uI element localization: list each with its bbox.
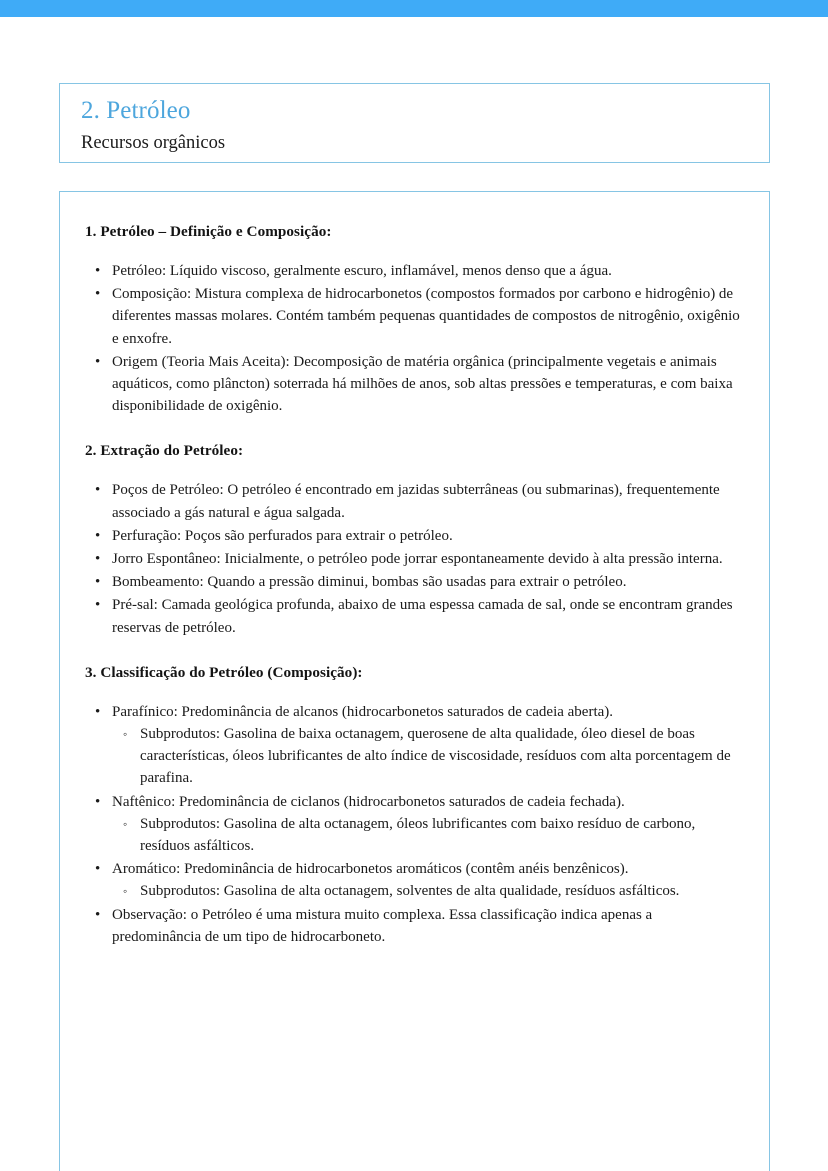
hollow-bullet-icon: ◦ [123,727,128,742]
bullet-dot-icon: • [95,906,101,923]
sub-list-item [112,813,743,857]
list-item-text: Parafínico: Predominância de alcanos (hidrocarbonetos saturados de cadeia aberta). [112,703,614,720]
top-accent-banner [0,0,828,17]
list-item [85,479,743,523]
list-item-text: Perfuração: Poços são perfurados para extrair o petróleo. [112,527,453,544]
list-item [85,594,743,638]
list-item-text: Composição: Mistura complexa de hidrocarbonetos (compostos formados por carbono e hidrogênio) de diferentes massas molares. Contém também pequenas quantidades de compostos de nitrogênio, oxigênio e enxofre. [112,286,740,347]
list-item [85,858,743,902]
document-page [0,17,828,1171]
bullet-list [85,479,743,638]
section-heading: 3. Classificação do Petróleo (Composição): [85,663,363,681]
bullet-dot-icon: • [95,353,101,370]
list-item [85,904,743,948]
list-item-text: Bombeamento: Quando a pressão diminui, bombas são usadas para extrair o petróleo. [112,574,627,591]
list-item [85,791,743,858]
hollow-bullet-icon: ◦ [123,884,128,899]
list-item-text: Origem (Teoria Mais Aceita): Decomposição de matéria orgânica (principalmente vegetais e animais aquáticos, como plâncton) soterrada há milhões de anos, sob altas pressões e temperaturas, e com baixa disponibilidade de oxigênio. [112,353,733,415]
list-item-text: Aromático: Predominância de hidrocarbonetos aromáticos (contêm anéis benzênicos). [112,861,629,878]
bullet-dot-icon: • [95,861,101,878]
bullet-list [85,260,743,417]
bullet-dot-icon: • [95,482,101,499]
bullet-dot-icon: • [95,551,101,568]
bullet-dot-icon: • [95,793,101,810]
content-card [59,191,770,1171]
sub-list-item-text: Subprodutos: Gasolina de alta octanagem, solventes de alta qualidade, resíduos asfálticos. [140,883,680,900]
list-item-text: Observação: o Petróleo é uma mistura muito complexa. Essa classificação indica apenas a predominância de um tipo de hidrocarboneto. [112,906,653,945]
list-item [85,548,743,570]
page-subtitle: Recursos orgânicos [81,133,226,153]
section-heading: 1. Petróleo – Definição e Composição: [85,223,332,240]
list-item [85,571,743,593]
content-section [85,222,743,417]
bullet-dot-icon: • [95,597,101,614]
bullet-dot-icon: • [95,286,101,303]
sub-list-item [112,880,743,902]
list-item-text: Jorro Espontâneo: Inicialmente, o petróleo pode jorrar espontaneamente devido à alta pressão interna. [112,551,723,568]
bullet-dot-icon: • [95,263,101,279]
sub-list-item-text: Subprodutos: Gasolina de alta octanagem, óleos lubrificantes com baixo resíduo de carbono, resíduos asfálticos. [140,815,696,855]
list-item-text: Poços de Petróleo: O petróleo é encontrado em jazidas subterrâneas (ou submarinas), frequentemente associado a gás natural e água salgada. [112,482,720,521]
list-item-text: Naftênico: Predominância de ciclanos (hidrocarbonetos saturados de cadeia fechada). [112,793,625,810]
title-card [59,83,770,163]
page-title: 2. Petróleo [81,97,191,124]
hollow-bullet-icon: ◦ [123,816,128,831]
list-item [85,283,743,350]
list-item [85,260,743,282]
bullet-dot-icon: • [95,574,101,591]
list-item-text: Petróleo: Líquido viscoso, geralmente escuro, inflamável, menos denso que a água. [112,263,612,279]
content-section [85,663,743,948]
list-item [85,525,743,547]
list-item [85,351,743,418]
sub-bullet-list [112,813,743,857]
list-item-text: Pré-sal: Camada geológica profunda, abaixo de uma espessa camada de sal, onde se encontram grandes reservas de petróleo. [112,597,733,636]
bullet-dot-icon: • [95,527,101,544]
content-section [85,441,743,638]
sections-container [85,222,743,948]
bullet-list [85,701,743,948]
sub-bullet-list [112,880,743,902]
section-heading: 2. Extração do Petróleo: [85,442,244,460]
sub-list-item-text: Subprodutos: Gasolina de baixa octanagem, querosene de alta qualidade, óleo diesel de boas características, óleos lubrificantes de alto índice de viscosidade, resíduos com alta porcentagem de parafina. [140,726,731,787]
sub-bullet-list [112,723,743,790]
bullet-dot-icon: • [95,703,101,720]
sub-list-item [112,723,743,790]
list-item [85,701,743,790]
